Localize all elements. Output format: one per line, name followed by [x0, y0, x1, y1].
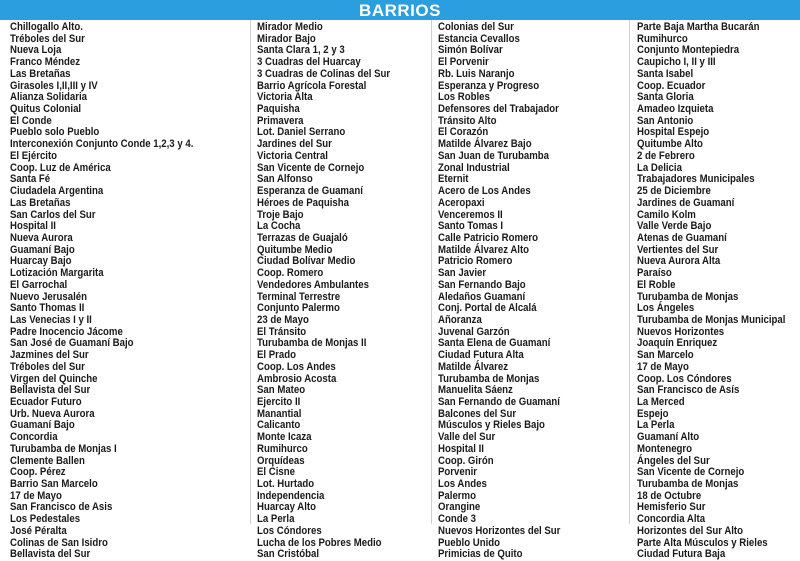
barrio-item: San Fernando Bajo	[438, 278, 526, 291]
barrio-item: Atenas de Guamaní	[637, 231, 727, 244]
barrio-item: Vendedores Ambulantes	[257, 278, 369, 291]
barrio-item: Ciudadela Argentina	[10, 185, 104, 198]
barrio-item: Virgen del Quinche	[10, 372, 98, 385]
barrio-item: Conj. Portal de Alcalá	[438, 302, 537, 315]
barrio-item: San Vicente de Cornejo	[257, 161, 365, 174]
barrio-item: Franco Méndez	[10, 56, 81, 69]
barrio-item: Coop. Pérez	[10, 466, 66, 479]
barrio-item: Paquisha	[257, 103, 300, 116]
barrio-item: 3 Cuadras de Colinas del Sur	[257, 67, 391, 80]
barrio-item: Los Andes	[438, 478, 487, 491]
barrio-item: Concordia Alta	[637, 513, 706, 526]
barrio-item: Estancia Cevallos	[438, 32, 520, 45]
barrio-item: Calicanto	[257, 419, 301, 432]
barrio-item: Monte Icaza	[257, 431, 312, 444]
barrio-item: Manantial	[257, 407, 302, 420]
barrio-item: Colonias del Sur	[438, 21, 514, 33]
barrio-item: Paraíso	[637, 267, 672, 280]
barrio-item: Matilde Álvarez Alto	[438, 243, 530, 256]
barrio-item: Hemisferio Sur	[637, 501, 706, 514]
barrio-item: Padre Inocencio Jácome	[10, 325, 123, 338]
barrio-item: Camilo Kolm	[637, 208, 696, 221]
barrio-item: Esperanza y Progreso	[438, 79, 540, 92]
barrio-item: 17 de Mayo	[10, 489, 62, 502]
barrio-item: San Javier	[438, 267, 487, 280]
barrio-item: Las Bretañas	[10, 67, 71, 80]
barrio-item: Conjunto Montepiedra	[637, 44, 740, 57]
barrio-item: Los Ángeles	[637, 302, 695, 315]
barrio-item: Ángeles del Sur	[637, 454, 710, 467]
barrio-item: Jazmines del Sur	[10, 349, 89, 362]
barrio-item: Calle Patricio Romero	[438, 231, 538, 244]
barrio-item: Guamaní Bajo	[10, 419, 75, 432]
barrio-item: Victoria Central	[257, 149, 328, 162]
barrio-item: Montenegro	[637, 442, 693, 455]
barrio-item: 2 de Febrero	[637, 149, 695, 162]
barrio-item: Colinas de San Isidro	[10, 536, 108, 549]
barrio-item: Zonal Industrial	[438, 161, 510, 174]
barrio-item: Venceremos II	[438, 208, 503, 221]
barrio-item: San Cristóbal	[257, 548, 320, 561]
barrios-column-2	[257, 22, 452, 561]
barrio-item: Las Venecias I y II	[10, 313, 92, 326]
barrio-item: 25 de Diciembre	[637, 185, 711, 198]
barrio-item: San Carlos del Sur	[10, 208, 96, 221]
barrio-item: Conde 3	[438, 513, 476, 526]
barrio-item: Victoria Alta	[257, 91, 313, 104]
barrio-item: Clemente Ballen	[10, 454, 85, 467]
barrio-item: Ciudad Futura Baja	[637, 548, 726, 561]
barrio-item: Matilde Álvarez	[438, 360, 509, 373]
barrio-item: 3 Cuadras del Huarcay	[257, 56, 361, 69]
barrio-item: Concordia	[10, 431, 58, 444]
barrios-column-3	[438, 22, 633, 561]
barrio-item: San Mateo	[257, 384, 306, 397]
barrio-item: Turubamba de Monjas	[438, 372, 540, 385]
barrio-item: Ciudad Futura Alta	[438, 349, 524, 362]
barrio-item: Girasoles I,II,III y IV	[10, 79, 98, 92]
barrio-item: Troje Bajo	[257, 208, 304, 221]
barrio-item: Quitumbe Medio	[257, 243, 333, 256]
barrio-item: Aceropaxi	[438, 196, 485, 209]
barrio-item: San Fernando de Guamaní	[438, 396, 560, 408]
barrio-item: Huarcay Alto	[257, 501, 317, 514]
barrio-item: El Tránsito	[257, 325, 307, 338]
barrio-item: Interconexión Conjunto Conde 1,2,3 y 4.	[10, 138, 194, 151]
barrio-item: Independencia	[257, 489, 325, 502]
barrio-item: Matilde Álvarez Bajo	[438, 138, 532, 151]
barrio-item: Nuevos Horizontes	[637, 325, 725, 338]
barrio-item: San Alfonso	[257, 173, 313, 186]
barrio-item: Turubamba de Monjas Municipal	[637, 313, 786, 326]
barrio-item: Rumihurco	[637, 32, 688, 45]
barrio-item: Simón Bolívar	[438, 44, 503, 57]
barrio-item: El Prado	[257, 349, 297, 362]
barrio-item: Barrio San Marcelo	[10, 478, 98, 491]
barrio-item: Los Pedestales	[10, 513, 81, 526]
barrio-item: La Perla	[637, 419, 675, 432]
barrio-item: La Cocha	[257, 220, 301, 233]
barrio-item: Orangine	[438, 501, 481, 514]
barrio-item: Terminal Terrestre	[257, 290, 341, 303]
barrio-item: Aledaños Guamaní	[438, 290, 526, 303]
barrio-item: Palermo	[438, 489, 476, 502]
barrio-item: Héroes de Paquisha	[257, 196, 349, 209]
barrio-item: Balcones del Sur	[438, 407, 517, 420]
barrio-item: Conjunto Palermo	[257, 302, 340, 315]
barrio-item: Santa Gloria	[637, 91, 694, 104]
barrio-item: 18 de Octubre	[637, 489, 702, 502]
barrio-item: Defensores del Trabajador	[438, 103, 559, 116]
barrio-item: San Vicente de Cornejo	[637, 466, 745, 479]
barrio-item: Guamaní Alto	[637, 431, 700, 444]
barrio-item: Los Robles	[438, 91, 490, 104]
barrio-item: Guamaní Bajo	[10, 243, 75, 256]
barrio-item: Hospital II	[438, 442, 484, 455]
barrio-item: San Francisco de Asis	[10, 501, 113, 514]
barrio-item: Lotización Margarita	[10, 267, 104, 280]
barrio-item: Joaquín Enriquez	[637, 337, 718, 350]
barrio-item: Turubamba de Monjas	[637, 478, 739, 491]
barrio-item: Juvenal Garzón	[438, 325, 510, 338]
barrio-item: Primavera	[257, 114, 304, 127]
barrio-item: Las Bretañas	[10, 196, 71, 209]
column-divider	[250, 20, 251, 524]
barrio-item: Tréboles del Sur	[10, 360, 85, 373]
barrio-item: Acero de Los Andes	[438, 185, 531, 198]
barrio-item: Coop. Romero	[257, 267, 324, 280]
barrio-item: Primicias de Quito	[438, 548, 523, 561]
barrio-item: 17 de Mayo	[637, 360, 689, 373]
barrio-item: El Garrochal	[10, 278, 68, 291]
barrio-item: Turubamba de Monjas	[637, 290, 739, 303]
barrio-item: Tránsito Alto	[438, 114, 497, 127]
barrio-item: Barrio Agrícola Forestal	[257, 79, 367, 92]
barrio-item: Nueva Aurora Alta	[637, 255, 721, 268]
barrio-item: Nuevos Horizontes del Sur	[438, 524, 561, 537]
barrio-item: San Francisco de Asís	[637, 384, 740, 397]
barrio-item: Mirador Medio	[257, 21, 323, 33]
barrio-item: Santa Clara 1, 2 y 3	[257, 44, 345, 57]
barrio-item: Quitus Colonial	[10, 103, 82, 116]
barrio-item: San Juan de Turubamba	[438, 149, 550, 162]
barrio-item: El Cisne	[257, 466, 295, 479]
barrio-item: Rb. Luis Naranjo	[438, 67, 515, 80]
barrio-item: Santo Thomas II	[10, 302, 85, 315]
barrios-column-4	[637, 22, 800, 561]
barrio-item: Coop. Los Andes	[257, 360, 336, 373]
barrio-item: Rumihurco	[257, 442, 308, 455]
barrio-item: El Roble	[637, 278, 676, 291]
barrio-item: San José de Guamaní Bajo	[10, 337, 134, 350]
barrio-item: Parte Alta Músculos y Rieles	[637, 536, 768, 549]
barrio-item: Santa Isabel	[637, 67, 694, 80]
barrio-item: Santo Tomas I	[438, 220, 504, 233]
barrio-item: El Porvenir	[438, 56, 489, 69]
barrio-item: Coop. Ecuador	[637, 79, 706, 92]
barrio-item: Eternit	[438, 173, 469, 186]
barrio-item: José Péralta	[10, 524, 67, 537]
barrio-item: Trabajadores Municipales	[637, 173, 755, 186]
barrio-item: Lucha de los Pobres Medio	[257, 536, 382, 549]
barrio-item: Mirador Bajo	[257, 32, 316, 45]
barrio-item: El Corazón	[438, 126, 489, 139]
barrio-item: Jardines de Guamaní	[637, 196, 735, 209]
barrio-item: Urb. Nueva Aurora	[10, 407, 95, 420]
barrio-item: Coop. Los Cóndores	[637, 372, 732, 385]
barrio-item: Huarcay Bajo	[10, 255, 72, 268]
barrio-item: Vertientes del Sur	[637, 243, 719, 256]
barrio-item: Amadeo Izquieta	[637, 103, 714, 116]
barrio-item: Coop. Luz de América	[10, 161, 111, 174]
barrio-item: Nuevo Jerusalén	[10, 290, 88, 303]
barrio-item: 23 de Mayo	[257, 313, 309, 326]
barrio-item: Parte Baja Martha Bucarán	[637, 21, 760, 33]
barrio-item: Santa Elena de Guamaní	[438, 337, 551, 350]
barrio-item: Bellavista del Sur	[10, 548, 91, 561]
barrio-item: Quitumbe Alto	[637, 138, 703, 151]
barrio-item: Los Cóndores	[257, 524, 322, 537]
barrio-item: Jardines del Sur	[257, 138, 332, 151]
barrio-item: Bellavista del Sur	[10, 384, 91, 397]
barrio-item: Músculos y Rieles Bajo	[438, 419, 545, 432]
barrio-item: El Conde	[10, 114, 52, 127]
barrio-item: Horizontes del Sur Alto	[637, 524, 744, 537]
barrio-item: Caupicho I, II y III	[637, 56, 716, 69]
barrio-item: Ambrosio Acosta	[257, 372, 337, 385]
barrio-item: Patricio Romero	[438, 255, 513, 268]
barrio-item: San Antonio	[637, 114, 694, 127]
barrio-item: Tréboles del Sur	[10, 32, 85, 45]
barrio-item: La Delicia	[637, 161, 682, 174]
barrio-item: Orquídeas	[257, 454, 305, 467]
barrio-item: Ciudad Bolívar Medio	[257, 255, 356, 268]
barrio-item: La Merced	[637, 396, 685, 408]
page-title: BARRIOS	[359, 1, 441, 20]
barrio-item: Pueblo solo Pueblo	[10, 126, 100, 139]
barrio-item: Coop. Girón	[438, 454, 494, 467]
barrio-item: Porvenir	[438, 466, 478, 479]
barrio-item: Terrazas de Guajaló	[257, 231, 348, 244]
barrio-item: Hospital Espejo	[637, 126, 710, 139]
barrio-item: Esperanza de Guamaní	[257, 185, 363, 198]
barrio-item: Chillogallo Alto.	[10, 21, 83, 33]
barrios-column-1	[10, 22, 205, 561]
barrio-item: Turubamba de Monjas II	[257, 337, 367, 350]
barrio-item: La Perla	[257, 513, 295, 526]
barrio-item: Añoranza	[438, 313, 482, 326]
barrio-item: Manuelita Sáenz	[438, 384, 513, 397]
barrio-item: Pueblo Unido	[438, 536, 501, 549]
barrio-item: Valle Verde Bajo	[637, 220, 712, 233]
barrio-item: San Marcelo	[637, 349, 694, 362]
barrio-item: Ejercito II	[257, 396, 301, 408]
barrio-item: Hospital II	[10, 220, 56, 233]
barrio-item: Espejo	[637, 407, 669, 420]
barrio-item: Nueva Loja	[10, 44, 62, 57]
barrio-item: Ecuador Futuro	[10, 396, 82, 408]
barrio-item: Lot. Hurtado	[257, 478, 315, 491]
barrio-item: Nueva Aurora	[10, 231, 73, 244]
barrio-item: El Ejército	[10, 149, 58, 162]
barrio-item: Turubamba de Monjas I	[10, 442, 117, 455]
barrio-item: Alianza Solidaria	[10, 91, 87, 104]
barrio-item: Lot. Daniel Serrano	[257, 126, 346, 139]
barrio-item: Valle del Sur	[438, 431, 496, 444]
barrio-item: Santa Fé	[10, 173, 51, 186]
